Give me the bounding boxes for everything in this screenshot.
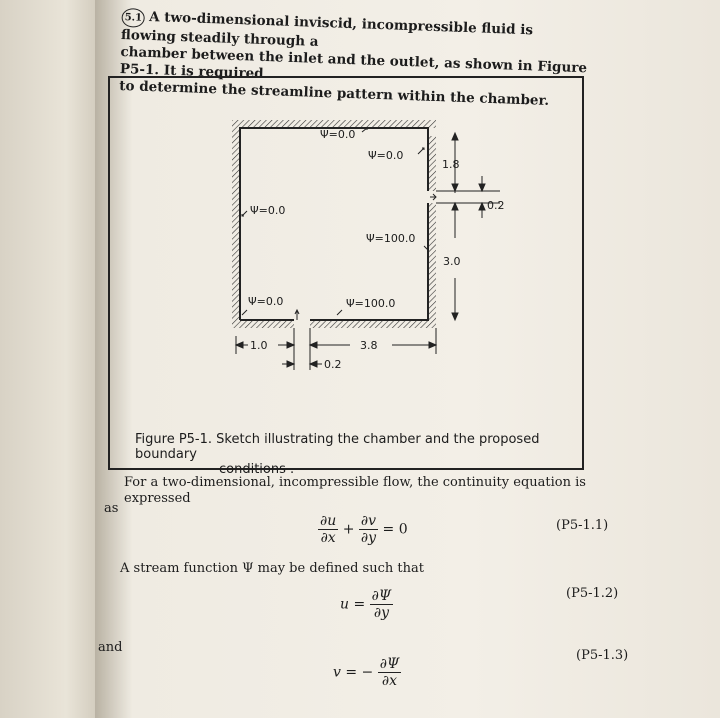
chamber-diagram <box>110 78 582 468</box>
dim-outlet-label: 0.2 <box>487 199 505 212</box>
eq3-num: ∂Ψ <box>379 656 400 672</box>
psi-left-label: Ψ=0.0 <box>250 204 286 217</box>
caption-line-1: Figure P5-1. Sketch illustrating the chamber and the proposed boundary <box>135 432 540 462</box>
eq1-b-num: ∂v <box>360 513 377 529</box>
psi-top-label-2: Ψ=0.0 <box>368 149 404 162</box>
eq2-lhs: u = <box>340 596 366 613</box>
problem-number: 5.1 <box>121 8 145 28</box>
equation-3 <box>333 656 401 689</box>
left-page-edge <box>0 0 110 718</box>
eq1-rhs: = 0 <box>382 521 408 538</box>
dim-bottom-mid-label: 3.8 <box>360 339 378 352</box>
stream-function-text: A stream function Ψ may be defined such that <box>120 561 424 576</box>
figure-box <box>108 76 584 470</box>
and-text: and <box>98 640 123 655</box>
figure-caption <box>135 432 580 477</box>
eq1-label: (P5-1.1) <box>556 518 609 533</box>
as-text: as <box>104 501 119 516</box>
problem-line-1: A two-dimensional inviscid, incompressible fluid is flowing steadily through a <box>120 8 534 50</box>
dim-inlet-label: 0.2 <box>324 358 342 371</box>
eq1-b-den: ∂y <box>360 530 377 546</box>
equation-2 <box>340 588 393 621</box>
continuity-text: For a two-dimensional, incompressible flow, the continuity equation is expressed <box>124 475 586 506</box>
eq1-a-num: ∂u <box>320 513 337 529</box>
dim-right-label: 3.0 <box>443 255 461 268</box>
psi-right-label: Ψ=100.0 <box>366 232 416 245</box>
psi-top-label-1: Ψ=0.0 <box>320 128 356 141</box>
problem-line-2: chamber between the inlet and the outlet, as shown in Figure P5-1. It is required <box>119 43 588 82</box>
eq3-lhs: v = − <box>333 664 374 681</box>
psi-bottom-right-label: Ψ=100.0 <box>346 297 396 310</box>
caption-line-2: conditions . <box>219 462 295 477</box>
dim-top-label: 1.8 <box>442 158 460 171</box>
eq2-den: ∂y <box>373 605 389 621</box>
eq1-a-den: ∂x <box>320 530 336 546</box>
eq3-den: ∂x <box>381 673 398 689</box>
eq2-num: ∂Ψ <box>371 588 392 604</box>
psi-bottom-left-label: Ψ=0.0 <box>248 295 284 308</box>
equation-1: $\frac{\partial u}{\partial x}$ + $\frac{\partial v}{\partial y}$ = 0 <box>320 513 408 546</box>
eq2-label: (P5-1.2) <box>566 586 619 601</box>
dim-bottom-left-label: 1.0 <box>250 339 268 352</box>
right-dimensions <box>430 133 500 320</box>
problem-line-3: to determine the streamline pattern within the chamber. <box>118 77 550 109</box>
eq3-label: (P5-1.3) <box>576 648 629 663</box>
